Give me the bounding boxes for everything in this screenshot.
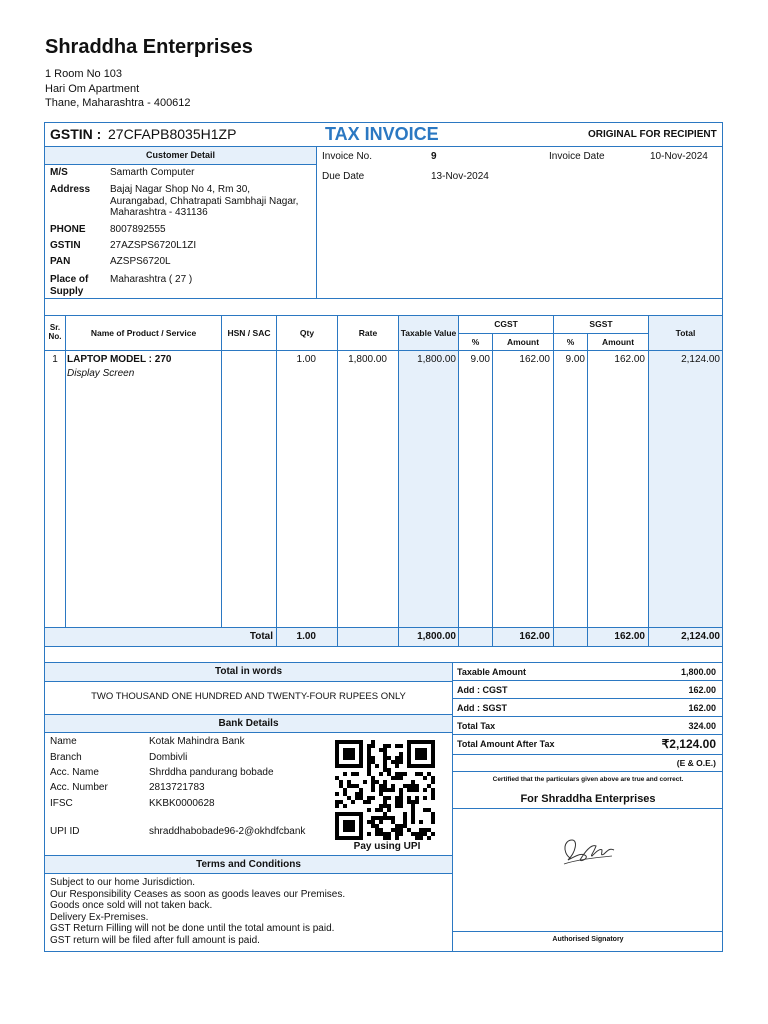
summary-label: Add : CGST <box>457 685 508 695</box>
item-sr: 1 <box>52 354 58 365</box>
col-header-hsn: HSN / SAC <box>227 328 271 338</box>
customer-label: Place of Supply <box>50 274 89 297</box>
customer-value: AZSPS6720L <box>110 256 171 267</box>
invoice-date: 10-Nov-2024 <box>650 151 708 162</box>
totals-taxable: 1,800.00 <box>417 631 456 642</box>
total-col-bg <box>649 351 722 627</box>
gstin-label: GSTIN : <box>50 126 102 142</box>
terms-line: Delivery Ex-Premises. <box>50 911 149 923</box>
summary-label: Total Tax <box>457 721 496 731</box>
item-sgst-amt: 162.00 <box>614 354 645 365</box>
item-taxable: 1,800.00 <box>417 354 456 365</box>
totals-cgst: 162.00 <box>519 631 550 642</box>
words-heading: Total in words <box>214 666 283 677</box>
bank-label: Acc. Name <box>50 767 99 778</box>
customer-value: Maharashtra ( 27 ) <box>110 274 193 285</box>
terms-line: Goods once sold will not taken back. <box>50 900 213 912</box>
bank-label: Acc. Number <box>50 782 108 793</box>
terms-line: GST return will be filed after full amount is paid. <box>50 934 260 946</box>
item-total: 2,124.00 <box>681 354 720 365</box>
eoe-note: (E & O.E.) <box>676 758 716 768</box>
due-date-label: Due Date <box>322 171 365 182</box>
terms-line: Subject to our home Jurisdiction. <box>50 877 196 888</box>
for-company: For Shraddha Enterprises <box>520 793 656 805</box>
bank-value: 2813721783 <box>149 782 205 793</box>
summary-label: Taxable Amount <box>457 667 527 677</box>
col-header-sgst-pct: % <box>566 337 575 347</box>
item-name: LAPTOP MODEL : 270 <box>67 354 172 365</box>
col-header-cgst: CGST <box>494 319 518 329</box>
col-header-total: Total <box>675 328 696 338</box>
terms-line: Our Responsibility Ceases as soon as goods leaves our Premises. <box>50 888 346 900</box>
col-header-rate: Rate <box>358 328 378 338</box>
col-header-cgst-amt: Amount <box>506 337 540 347</box>
bank-label: UPI ID <box>50 826 80 837</box>
authorised-signatory: Authorised Signatory <box>552 936 624 943</box>
address-line: Thane, Maharashtra - 400612 <box>45 97 191 109</box>
totals-grand: 2,124.00 <box>681 631 720 642</box>
summary-label: Add : SGST <box>457 703 507 713</box>
summary-value: 162.00 <box>688 703 716 713</box>
customer-value: Bajaj Nagar Shop No 4, Rm 30, Aurangabad, Chhatrapati Sambhaji Nagar, Maharashtra - 431136 <box>110 184 299 218</box>
col-header-sgst-amt: Amount <box>601 337 635 347</box>
upi-id: shraddhabobade96-2@okhdfcbank <box>149 826 306 837</box>
col-header-cgst-pct: % <box>471 337 480 347</box>
summary-value: 1,800.00 <box>680 667 716 677</box>
item-cgst-pct: 9.00 <box>470 354 490 365</box>
bank-label: Branch <box>50 752 82 763</box>
invoice-no-label: Invoice No. <box>322 151 373 162</box>
bank-value: KKBK0000628 <box>149 798 215 809</box>
item-cgst-amt: 162.00 <box>519 354 550 365</box>
grand-total-value: ₹2,124.00 <box>661 737 716 751</box>
address-line: 1 Room No 103 <box>45 68 123 80</box>
customer-label: M/S <box>50 167 68 178</box>
invoice-date-label: Invoice Date <box>549 151 605 162</box>
customer-label: GSTIN <box>50 240 81 251</box>
address-line: Hari Om Apartment <box>45 82 140 95</box>
copy-label: ORIGINAL FOR RECIPIENT <box>588 129 717 140</box>
col-header-qty: Qty <box>299 328 315 338</box>
company-address <box>45 67 191 111</box>
due-date: 13-Nov-2024 <box>431 171 489 182</box>
bank-label: IFSC <box>50 798 73 809</box>
bank-heading: Bank Details <box>218 718 279 729</box>
summary-label: Total Amount After Tax <box>457 739 555 749</box>
taxable-col-bg <box>399 351 458 627</box>
customer-label: Address <box>50 184 91 195</box>
invoice-no: 9 <box>431 151 437 162</box>
totals-sgst: 162.00 <box>614 631 645 642</box>
customer-heading: Customer Detail <box>145 150 216 160</box>
terms-list <box>50 877 345 947</box>
gstin-value: 27CFAPB8035H1ZP <box>108 126 237 142</box>
customer-label: PAN <box>50 256 71 267</box>
upi-qr-code <box>335 740 439 840</box>
summary-value: 324.00 <box>688 721 716 731</box>
terms-heading: Terms and Conditions <box>196 859 301 870</box>
company-name: Shraddha Enterprises <box>45 36 253 58</box>
customer-label: PHONE <box>50 224 86 235</box>
customer-value: 8007892555 <box>110 224 166 235</box>
item-desc: Display Screen <box>67 368 135 379</box>
amount-in-words: TWO THOUSAND ONE HUNDRED AND TWENTY-FOUR RUPEES ONLY <box>91 691 406 702</box>
totals-label: Total <box>249 631 273 642</box>
summary-value: 162.00 <box>688 685 716 695</box>
item-sgst-pct: 9.00 <box>565 354 585 365</box>
customer-value: Samarth Computer <box>110 167 195 178</box>
document-title: TAX INVOICE <box>325 124 439 144</box>
bank-value: Shrddha pandurang bobade <box>149 767 274 778</box>
certified-note: Certified that the particulars given above are true and correct. <box>492 776 684 783</box>
col-header-sgst: SGST <box>589 319 613 329</box>
item-qty: 1.00 <box>296 354 316 365</box>
terms-line: GST Return Filling will not be done until the total amount is paid. <box>50 923 335 935</box>
signature-image <box>556 830 620 872</box>
bank-value: Kotak Mahindra Bank <box>149 736 245 747</box>
item-rate: 1,800.00 <box>348 354 387 365</box>
totals-qty: 1.00 <box>296 631 316 642</box>
bank-value: Dombivli <box>149 752 188 763</box>
bank-label: Name <box>50 736 77 747</box>
col-header-sr: Sr. No. <box>48 323 62 341</box>
col-header-taxable: Taxable Value <box>400 328 457 338</box>
col-header-name: Name of Product / Service <box>90 328 197 338</box>
qr-caption: Pay using UPI <box>353 841 421 852</box>
customer-value: 27AZSPS6720L1ZI <box>110 240 197 251</box>
